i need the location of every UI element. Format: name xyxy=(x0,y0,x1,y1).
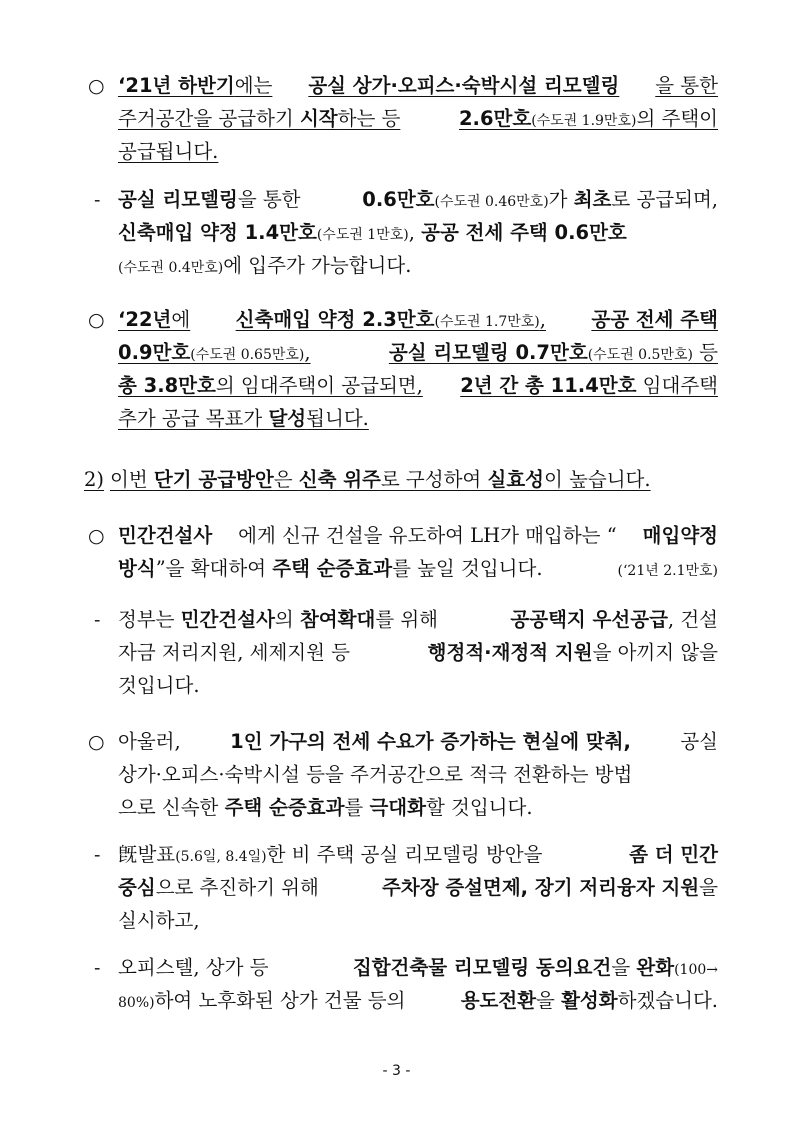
p3-line-3: 총 3.8만호의 임대주택이 공급되면, 2년 간 총 11.4만호 임대주택 xyxy=(118,374,718,397)
p8-line-1: 오피스텔, 상가 등 집합건축물 리모델링 동의요건을 완화(100→ xyxy=(118,956,718,979)
p4-line-2: 방식”을 확대하여 주택 순증효과를 높일 것입니다. (‘21년 2.1만호) xyxy=(118,557,718,580)
p1-line-2: 주거공간을 공급하기 시작하는 등 2.6만호(수도권 1.9만호)의 주택이 xyxy=(118,107,718,130)
p5-line-1: 정부는 민간건설사의 참여확대를 위해 공공택지 우선공급, 건설 xyxy=(118,608,718,631)
circle-bullet: ○ xyxy=(88,75,105,97)
p3-line-1: ‘22년에 신축매입 약정 2.3만호(수도권 1.7만호), 공공 전세 주택 xyxy=(118,308,718,331)
p2-line-3: (수도권 0.4만호)에 입주가 가능합니다. xyxy=(118,254,412,277)
p2-line-2: 신축매입 약정 1.4만호(수도권 1만호), 공공 전세 주택 0.6만호 xyxy=(118,221,627,244)
dash-bullet: - xyxy=(94,844,101,866)
dash-bullet: - xyxy=(94,609,101,631)
page-number: - 3 - xyxy=(382,1063,411,1079)
p5-line-2: 자금 저리지원, 세제지원 등 행정적·재정적 지원을 아끼지 않을 xyxy=(118,641,718,664)
p7-line-1: 旣발표(5.6일, 8.4일)한 비 주택 공실 리모델링 방안을 좀 더 민간 xyxy=(118,843,718,866)
p6-line-2: 상가·오피스·숙박시설 등을 주거공간으로 적극 전환하는 방법 xyxy=(118,763,633,786)
p7-line-2: 중심으로 추진하기 위해 주차장 증설면제, 장기 저리융자 지원을 xyxy=(118,876,718,899)
p1-line-1: ‘21년 하반기에는 공실 상가·오피스·숙박시설 리모델링 을 통한 xyxy=(118,74,718,97)
p3-line-2: 0.9만호(수도권 0.65만호), 공실 리모델링 0.7만호(수도권 0.5만호) 등 xyxy=(118,341,718,364)
p7-line-3: 실시하고, xyxy=(118,909,200,932)
p2-line-1: 공실 리모델링을 통한 0.6만호(수도권 0.46만호)가 최초로 공급되며, xyxy=(118,188,718,211)
circle-bullet: ○ xyxy=(88,525,105,547)
dash-bullet: - xyxy=(94,957,101,979)
dash-bullet: - xyxy=(94,189,101,211)
p1-line-3: 공급됩니다. xyxy=(118,140,219,163)
p5-line-3: 것입니다. xyxy=(118,674,200,697)
p6-line-3: 으로 신속한 주택 순증효과를 극대화할 것입니다. xyxy=(118,796,533,819)
circle-bullet: ○ xyxy=(88,731,105,753)
section-2-line: 2) 이번 단기 공급방안은 신축 위주로 구성하여 실효성이 높습니다. xyxy=(84,468,651,491)
p8-line-2: 80%)하여 노후화된 상가 건물 등의 용도전환을 활성화하겠습니다. xyxy=(118,989,718,1012)
p6-line-1: 아울러, 1인 가구의 전세 수요가 증가하는 현실에 맞춰, 공실 xyxy=(118,730,718,753)
p3-line-4: 추가 공급 목표가 달성됩니다. xyxy=(118,407,369,430)
p4-line-1: 민간건설사 에게 신규 건설을 유도하여 LH가 매입하는 “ 매입약정 xyxy=(118,524,718,547)
circle-bullet: ○ xyxy=(88,309,105,331)
